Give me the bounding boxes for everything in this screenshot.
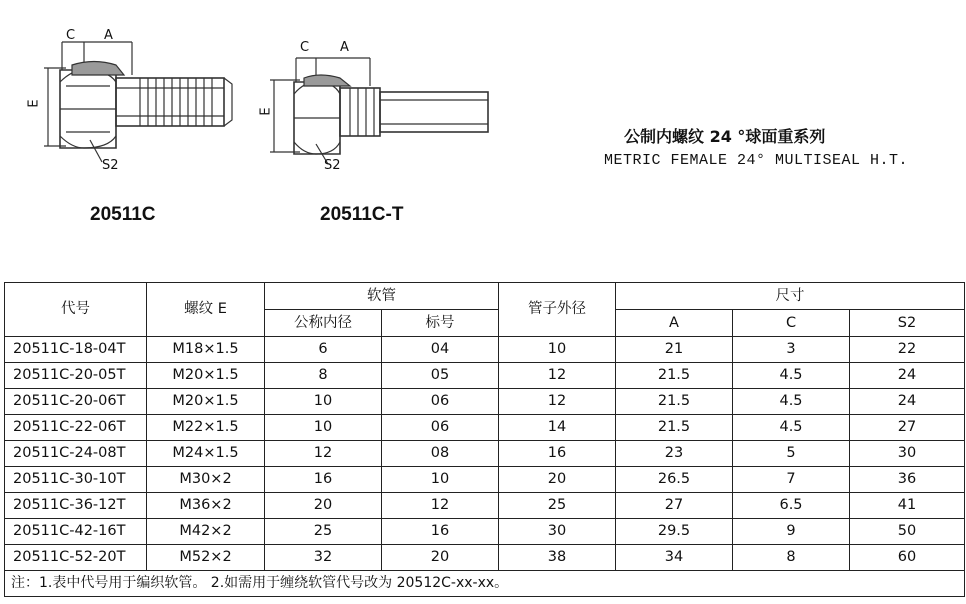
table-cell: M20×1.5 <box>147 363 265 389</box>
table-cell: 24 <box>850 389 965 415</box>
table-cell: 12 <box>382 493 499 519</box>
table-cell: 36 <box>850 467 965 493</box>
table-cell: 7 <box>733 467 850 493</box>
dim-a-label: A <box>340 40 349 55</box>
header-a: A <box>616 310 733 337</box>
dim-e-label: E <box>258 107 274 116</box>
table-note: 注：1.表中代号用于编织软管。 2.如需用于缠绕软管代号改为 20512C-xx-xx。 <box>5 571 965 597</box>
table-cell: 6.5 <box>733 493 850 519</box>
table-cell: 25 <box>265 519 382 545</box>
table-cell: 29.5 <box>616 519 733 545</box>
table-row <box>5 467 965 493</box>
table-cell: 32 <box>265 545 382 571</box>
table-cell: 21.5 <box>616 389 733 415</box>
table-cell: 6 <box>265 337 382 363</box>
header-s2: S2 <box>850 310 965 337</box>
table-cell: 20511C-24-08T <box>5 441 147 467</box>
table-cell: M22×1.5 <box>147 415 265 441</box>
table-cell: 50 <box>850 519 965 545</box>
table-row <box>5 363 965 389</box>
table-cell: 4.5 <box>733 389 850 415</box>
table-cell: M18×1.5 <box>147 337 265 363</box>
table-cell: 10 <box>265 415 382 441</box>
table-cell: 16 <box>499 441 616 467</box>
table-cell: 60 <box>850 545 965 571</box>
header-thread: 螺纹 E <box>147 283 265 337</box>
table-cell: 30 <box>499 519 616 545</box>
table-cell: 9 <box>733 519 850 545</box>
table-cell: M20×1.5 <box>147 389 265 415</box>
table-cell: 20 <box>382 545 499 571</box>
header-hose-id: 公称内径 <box>265 310 382 337</box>
table-cell: 20 <box>265 493 382 519</box>
table-cell: 38 <box>499 545 616 571</box>
table-row <box>5 337 965 363</box>
table-cell: M36×2 <box>147 493 265 519</box>
table-cell: 27 <box>850 415 965 441</box>
table-cell: 4.5 <box>733 415 850 441</box>
table-row <box>5 519 965 545</box>
table-cell: M52×2 <box>147 545 265 571</box>
table-cell: 8 <box>265 363 382 389</box>
table-cell: M42×2 <box>147 519 265 545</box>
table-cell: 10 <box>265 389 382 415</box>
spec-table <box>4 282 965 597</box>
table-cell: 26.5 <box>616 467 733 493</box>
table-cell: 20511C-30-10T <box>5 467 147 493</box>
header-dims: 尺寸 <box>616 283 965 310</box>
dim-a-label: A <box>104 28 113 43</box>
table-cell: M30×2 <box>147 467 265 493</box>
dim-s2-label: S2 <box>102 158 119 173</box>
table-row <box>5 415 965 441</box>
table-cell: 21.5 <box>616 363 733 389</box>
table-cell: 08 <box>382 441 499 467</box>
table-row <box>5 441 965 467</box>
table-cell: 25 <box>499 493 616 519</box>
table-cell: 23 <box>616 441 733 467</box>
table-cell: 8 <box>733 545 850 571</box>
table-cell: 10 <box>382 467 499 493</box>
dim-e-label: E <box>26 99 42 108</box>
table-cell: 5 <box>733 441 850 467</box>
table-cell: 06 <box>382 389 499 415</box>
table-cell: 21.5 <box>616 415 733 441</box>
table-row <box>5 545 965 571</box>
table-cell: 20511C-20-06T <box>5 389 147 415</box>
fitting-drawing-20511c <box>20 20 260 180</box>
table-cell: 20 <box>499 467 616 493</box>
table-cell: 30 <box>850 441 965 467</box>
table-cell: 41 <box>850 493 965 519</box>
header-code: 代号 <box>5 283 147 337</box>
table-cell: 12 <box>265 441 382 467</box>
dim-s2-label: S2 <box>324 158 341 173</box>
spec-table-body <box>5 337 965 571</box>
table-cell: 10 <box>499 337 616 363</box>
dim-c-label: C <box>66 28 76 43</box>
table-row <box>5 493 965 519</box>
series-title-cn: 公制内螺纹 24 °球面重系列 <box>624 127 826 146</box>
series-title-en: METRIC FEMALE 24° MULTISEAL H.T. <box>604 152 909 169</box>
drawing-code-label: 20511C <box>90 204 156 225</box>
table-cell: 24 <box>850 363 965 389</box>
table-cell: 3 <box>733 337 850 363</box>
dim-c-label: C <box>300 40 310 55</box>
table-cell: 20511C-42-16T <box>5 519 147 545</box>
table-cell: 20511C-52-20T <box>5 545 147 571</box>
table-cell: 4.5 <box>733 363 850 389</box>
table-cell: M24×1.5 <box>147 441 265 467</box>
table-cell: 06 <box>382 415 499 441</box>
table-cell: 20511C-18-04T <box>5 337 147 363</box>
table-cell: 12 <box>499 363 616 389</box>
table-cell: 27 <box>616 493 733 519</box>
table-cell: 16 <box>265 467 382 493</box>
drawing-code-label: 20511C-T <box>320 204 404 225</box>
fitting-drawing-20511c-t <box>258 40 498 190</box>
table-cell: 12 <box>499 389 616 415</box>
header-c: C <box>733 310 850 337</box>
header-hose: 软管 <box>265 283 499 310</box>
table-cell: 21 <box>616 337 733 363</box>
table-cell: 22 <box>850 337 965 363</box>
table-cell: 20511C-22-06T <box>5 415 147 441</box>
header-tube-od: 管子外径 <box>499 283 616 337</box>
table-row <box>5 389 965 415</box>
table-cell: 34 <box>616 545 733 571</box>
table-cell: 04 <box>382 337 499 363</box>
table-cell: 05 <box>382 363 499 389</box>
table-cell: 20511C-20-05T <box>5 363 147 389</box>
table-cell: 16 <box>382 519 499 545</box>
table-cell: 20511C-36-12T <box>5 493 147 519</box>
header-hose-dash: 标号 <box>382 310 499 337</box>
table-cell: 14 <box>499 415 616 441</box>
